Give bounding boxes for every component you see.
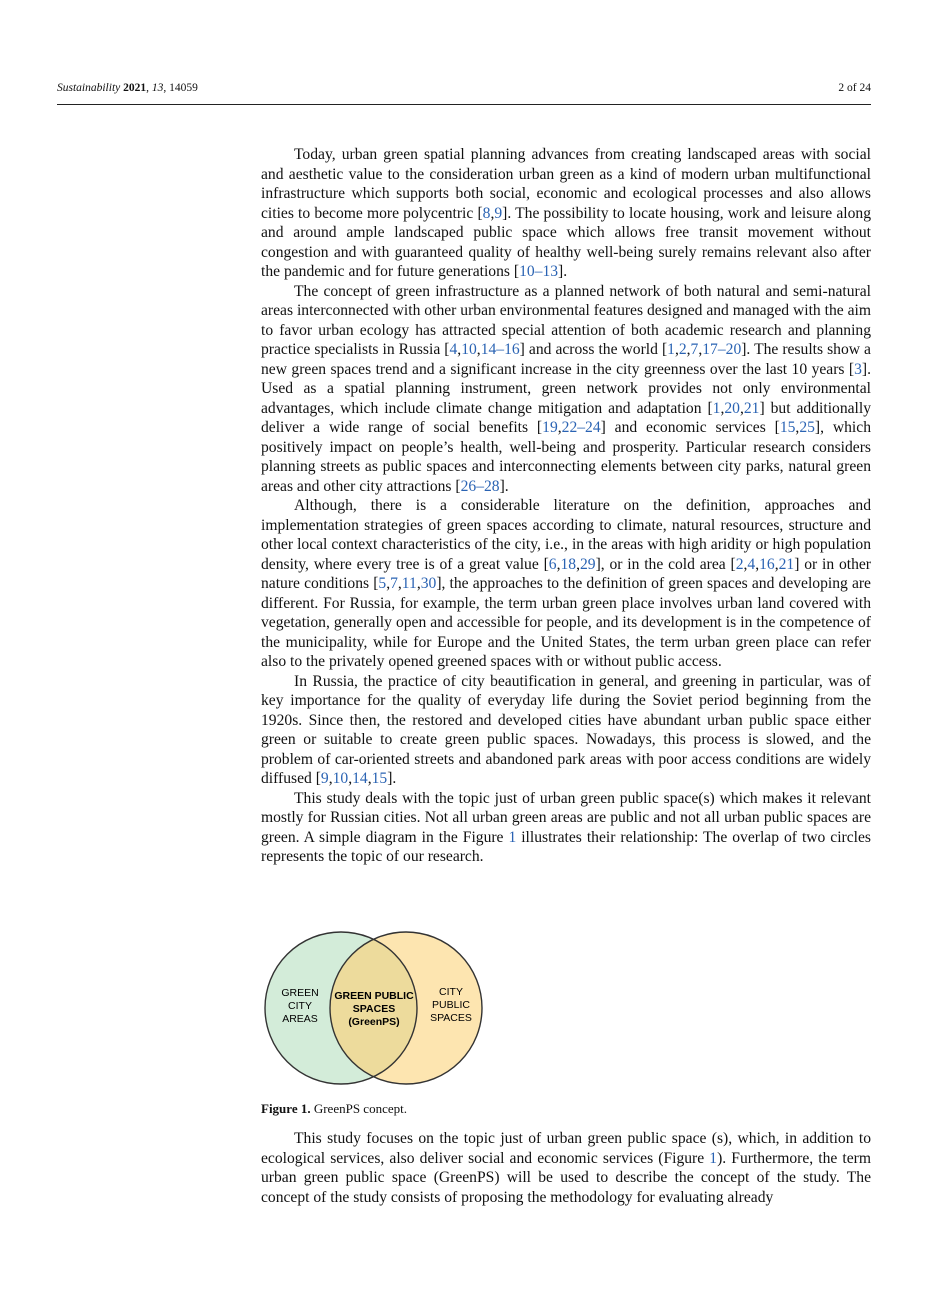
citation-link[interactable]: 2 <box>735 555 744 573</box>
citation-link[interactable]: 22–24 <box>561 419 601 436</box>
page-number: 2 of 24 <box>838 82 871 94</box>
citation-link[interactable]: 2 <box>678 341 687 358</box>
paragraph <box>261 789 871 867</box>
citation-link[interactable]: 7 <box>690 341 699 358</box>
figure-caption-label: Figure 1. <box>261 1101 311 1116</box>
citation-link[interactable]: 21 <box>743 399 760 417</box>
body-text-after-figure <box>261 1129 871 1207</box>
text-run: ], which positively impact on people’s health, well-being and prosperity. Particular research considers planning streets as public spaces and interconnecting elements between city parks, natural green areas and other city attractions [ <box>261 419 871 495</box>
text-run: ]. <box>499 477 509 495</box>
paragraph <box>261 672 871 789</box>
text-run: ], the approaches to the definition of green spaces and developing are different. For Russia, for example, the term urban green place involves urban land covered with vegetation, generally open and accessible for people, and its development is in the competence of the municipality, while for Europe and the United States, the term urban green place can refer also to the privately opened greened spaces with or without public access. <box>261 575 871 670</box>
paragraph <box>261 282 871 497</box>
figure-caption-text: GreenPS concept. <box>310 1101 407 1116</box>
right-label-line-3: SPACES <box>430 1012 472 1024</box>
citation-link[interactable]: 1 <box>667 341 675 358</box>
center-label-line-2: SPACES <box>352 1003 396 1015</box>
citation-link[interactable]: 21 <box>778 555 795 573</box>
citation-link[interactable]: 18 <box>560 555 577 573</box>
citation-link[interactable]: 5 <box>378 575 387 592</box>
text-run: ]. Used as a spatial planning instrument, green network provides not only environmental advantages, which include climate change mitigation and adaptation [ <box>261 360 871 417</box>
citation-link[interactable]: 19 <box>542 419 558 436</box>
center-label-line-1: GREEN PUBLIC <box>334 990 414 1002</box>
text-run: , <box>686 341 691 358</box>
journal-name: Sustainability <box>57 82 121 94</box>
text-run: ). Furthermore, the term urban green public space (GreenPS) will be used to describe the concept of the study. The concept of the study consists of proposing the methodology for evaluating already <box>261 1149 872 1206</box>
journal-citation: Sustainability 2021, 13, 14059 <box>57 82 198 94</box>
text-run: , <box>457 341 462 358</box>
text-run: ] and across the world [ <box>519 341 668 358</box>
citation-link[interactable]: 4 <box>449 341 458 358</box>
venn-diagram <box>261 925 497 1090</box>
header-rule <box>57 104 871 105</box>
citation-link[interactable]: 10 <box>332 770 349 787</box>
citation-link[interactable]: 7 <box>390 575 398 592</box>
figure-caption <box>261 1101 407 1117</box>
text-run: This study focuses on the topic just of urban green public space (s), which, in addition to ecological services, also deliver social and economic services (Figure <box>261 1130 871 1167</box>
citation-link[interactable]: 6 <box>548 555 557 573</box>
citation-link[interactable]: 15 <box>371 770 388 787</box>
text-run: , <box>367 770 372 787</box>
text-run: This study deals with the topic just of urban green public space(s) which makes it relevant mostly for Russian cities. Not all urban green areas are public and not all urban public spaces are green. A simple diagram in the Figure <box>261 789 871 846</box>
citation-link[interactable]: 25 <box>799 419 815 436</box>
text-run: , <box>739 399 744 417</box>
citation-link[interactable]: 3 <box>854 360 862 378</box>
citation-link[interactable]: 10–13 <box>519 263 559 280</box>
text-run: , <box>490 204 495 222</box>
citation-link[interactable]: 14–16 <box>480 341 520 358</box>
citation-link[interactable]: 14 <box>352 770 368 787</box>
citation-link[interactable]: 1 <box>508 828 517 846</box>
text-run: , <box>774 555 779 573</box>
citation-link[interactable]: 8 <box>482 204 491 222</box>
citation-link[interactable]: 4 <box>747 555 756 573</box>
venn-diagram-figure <box>261 925 497 1090</box>
citation-link[interactable]: 16 <box>759 555 775 573</box>
citation-link[interactable]: 20 <box>724 399 740 417</box>
citation-link[interactable]: 17–20 <box>702 341 742 358</box>
text-run: ]. <box>558 263 568 280</box>
text-run: , <box>386 575 391 592</box>
text-run: , <box>397 575 402 592</box>
body-text <box>261 145 871 867</box>
running-header <box>57 82 871 98</box>
text-run: illustrates their relationship: The overlap of two circles represents the topic of our research. <box>261 828 871 865</box>
text-run: , <box>674 341 679 358</box>
text-run: ] but additionally deliver a wide range of social benefits [ <box>261 399 871 436</box>
text-run: ], or in the cold area [ <box>595 555 736 573</box>
citation-link[interactable]: 9 <box>320 770 329 787</box>
text-run: , <box>720 399 725 417</box>
citation-link[interactable]: 26–28 <box>460 477 500 495</box>
left-label-line-1: GREEN <box>281 987 319 999</box>
paragraph <box>261 1129 871 1207</box>
left-label-line-3: AREAS <box>282 1013 318 1025</box>
journal-volume: 13 <box>151 82 164 94</box>
text-run: , <box>576 555 580 573</box>
text-run: , <box>743 555 748 573</box>
text-run: , <box>476 341 481 358</box>
center-label-line-3: (GreenPS) <box>348 1016 400 1028</box>
text-run: , <box>755 555 760 573</box>
text-run: ]. <box>387 770 397 787</box>
text-run: ]. The results show a new green spaces trend and a significant increase in the city greenness over the last 10 years [ <box>261 341 871 378</box>
citation-link[interactable]: 1 <box>712 399 721 417</box>
right-label-line-1: CITY <box>439 986 463 998</box>
text-run: , <box>795 419 800 436</box>
text-run: Although, there is a considerable literature on the definition, approaches and implementation strategies of green spaces according to climate, natural resources, structure and other local context characteristics of the city, i.e., in the areas with high aridity or high population density, where every tree is of a great value [ <box>261 497 871 573</box>
text-run: , <box>698 341 703 358</box>
right-label-line-2: PUBLIC <box>432 999 470 1011</box>
text-run: The concept of green infrastructure as a planned network of both natural and semi-natural areas interconnected with other urban environmental features designed and managed with the aim to favor urban ecology has attracted special attention of both academic research and planning practice specialists in Russia [ <box>261 282 871 358</box>
text-run: ]. The possibility to locate housing, work and leisure along and around ample landscaped public space which allows free transit movement without congestion and with guaranteed quality of healthy well-being surely remains relevant also after the pandemic and for future generations [ <box>261 204 871 280</box>
paragraph <box>261 145 871 282</box>
citation-link[interactable]: 29 <box>579 555 596 573</box>
text-run: , <box>557 419 562 436</box>
text-run: In Russia, the practice of city beautification in general, and greening in particular, was of key importance for the quality of everyday life during the Soviet period beginning from the 1920s. Since then, the restored and developed cities have abundant urban public space either green or suitable to create green public spaces. Nowadays, this process is slowed, and the problem of car-oriented streets and abandoned park areas with poor access conditions are widely diffused [ <box>261 672 871 787</box>
journal-article-number: 14059 <box>169 82 198 94</box>
citation-link[interactable]: 1 <box>709 1149 718 1167</box>
text-run: , <box>328 770 333 787</box>
citation-link[interactable]: 10 <box>461 341 477 358</box>
text-run: , <box>416 575 421 592</box>
journal-year: 2021 <box>123 82 147 94</box>
text-run: , <box>348 770 353 787</box>
citation-link[interactable]: 15 <box>779 419 796 436</box>
text-run: , <box>556 555 561 573</box>
citation-link[interactable]: 11 <box>401 575 417 592</box>
text-run: ] and economic services [ <box>600 419 780 436</box>
citation-link[interactable]: 9 <box>494 204 503 222</box>
text-run: Today, urban green spatial planning advances from creating landscaped areas with social and aesthetic value to the consideration urban green as a kind of modern urban multifunctional infrastructure which supports both social, economic and ecological processes and also allows cities to become more polycentric [ <box>261 146 871 222</box>
paragraph <box>261 496 871 672</box>
left-label-line-2: CITY <box>288 1000 312 1012</box>
citation-link[interactable]: 30 <box>420 575 437 592</box>
text-run: ] or in other nature conditions [ <box>261 555 871 592</box>
